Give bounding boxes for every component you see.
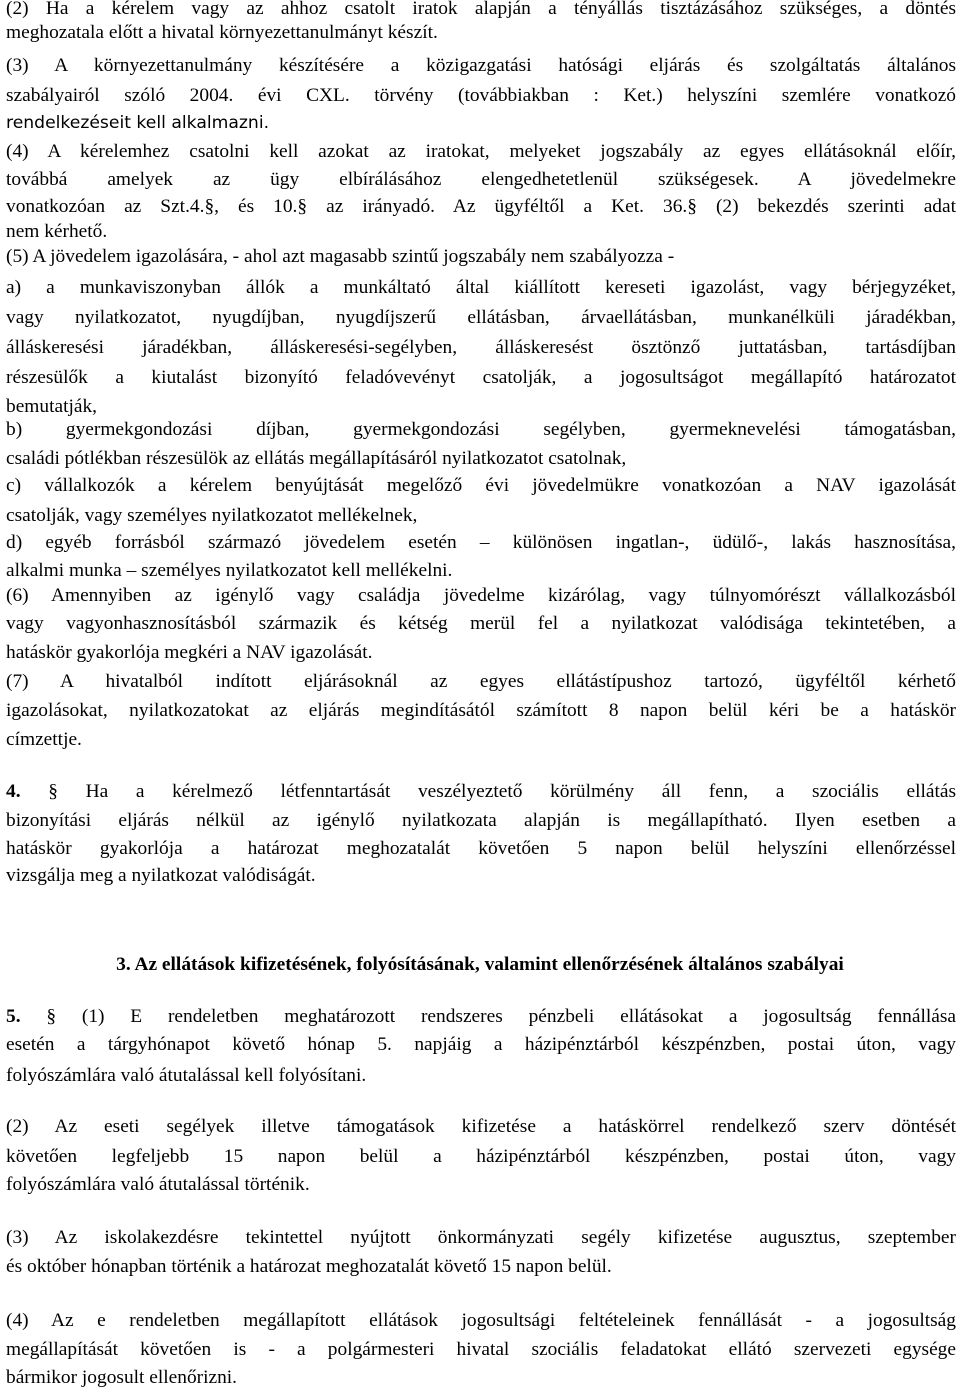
text-line: megállapítását követően is - a polgármesteri hivatal szociális feladatokat ellátó szervezeti egysége (6, 1339, 956, 1360)
text-line: (3) Az iskolakezdésre tekintettel nyújtott önkormányzati segély kifizetése augusztus, szeptember (6, 1227, 956, 1248)
text-line: vagy nyilatkozatot, nyugdíjban, nyugdíjszerű ellátásban, árvaellátásban, munkanélküli járadékban, (6, 307, 956, 328)
text-line: szabályairól szóló 2004. évi CXL. törvény (továbbiakban : Ket.) helyszíni szemlére vonatkozó (6, 85, 956, 106)
text-line: alkalmi munka – személyes nyilatkozatot kell mellékelni. (6, 560, 453, 581)
text-line: hatáskör gyakorlója a határozat meghozatalát követően 5 napon belül helyszíni ellenőrzéssel (6, 838, 956, 859)
text-line: részesülők a kiutalást bizonyító feladóvevényt csatolják, a jogosultságot megállapító határozatot (6, 367, 956, 388)
text-line: bizonyítási eljárás nélkül az igénylő nyilatkozata alapján is megállapítható. Ilyen esetben a (6, 810, 956, 831)
text-line: (2) Az eseti segélyek illetve támogatások kifizetése a hatáskörrel rendelkező szerv döntését (6, 1116, 956, 1137)
text-line: álláskeresési járadékban, álláskeresési-segélyben, álláskeresést ösztönző juttatásban, tartásdíjban (6, 337, 956, 358)
text-line: vagy vagyonhasznosításból származik és kétség merül fel a nyilatkozat valódisága tekintetében, a (6, 613, 956, 634)
text-line: rendelkezéseit kell alkalmazni. (6, 113, 270, 133)
text-line: folyószámlára való átutalással kell folyósítani. (6, 1065, 367, 1086)
section-number: 4. (6, 781, 21, 802)
section-number: 5. (6, 1006, 21, 1027)
text-line: családi pótlékban részesülök az ellátás megállapításáról nyilatkozatot csatolnak, (6, 448, 627, 469)
text-line: hatáskör gyakorlója megkéri a NAV igazolását. (6, 642, 373, 663)
text-line: folyószámlára való átutalással történik. (6, 1174, 310, 1195)
text-line: igazolásokat, nyilatkozatokat az eljárás megindításától számított 8 napon belül kéri be a hatáskör (6, 700, 956, 721)
text-line: bemutatják, (6, 396, 97, 417)
section-heading: 3. Az ellátások kifizetésének, folyósításának, valamint ellenőrzésének általános szabályai (116, 954, 844, 975)
text-line: meghozatala előtt a hivatal környezettanulmányt készít. (6, 22, 438, 43)
text-line: 5. § (1) E rendeletben meghatározott rendszeres pénzbeli ellátásokat a jogosultság fennállása (6, 1006, 956, 1027)
text-line: esetén a tárgyhónapot követő hónap 5. napjáig a házipénztárból készpénzben, postai úton, vagy (6, 1034, 956, 1055)
text-line: csatolják, vagy személyes nyilatkozatot mellékelnek, (6, 505, 418, 526)
text-line: és október hónapban történik a határozat meghozatalát követő 15 napon belül. (6, 1256, 612, 1277)
text-line: b) gyermekgondozási díjban, gyermekgondozási segélyben, gyermeknevelési támogatásban, (6, 419, 956, 440)
text-line: (2) Ha a kérelem vagy az ahhoz csatolt iratok alapján a tényállás tisztázásához szükséges, a döntés (6, 0, 956, 19)
text-line: továbbá amelyek az ügy elbírálásához elengedhetetlenül szükségesek. A jövedelmekre (6, 169, 956, 190)
text-line: követően legfeljebb 15 napon belül a házipénztárból készpénzben, postai úton, vagy (6, 1146, 956, 1167)
text-line: (4) Az e rendeletben megállapított ellátások jogosultsági feltételeinek fennállását - a jogosultság (6, 1310, 956, 1331)
text-line: (3) A környezettanulmány készítésére a közigazgatási hatósági eljárás és szolgáltatás általános (6, 55, 956, 76)
text-line: (7) A hivatalból indított eljárásoknál az egyes ellátástípushoz tartozó, ügyféltől kérhető (6, 671, 956, 692)
text-line: nem kérhető. (6, 221, 108, 242)
text-line: c) vállalkozók a kérelem benyújtását megelőző évi jövedelmükre vonatkozóan a NAV igazolását (6, 475, 956, 496)
text-line: vonatkozóan az Szt.4.§, és 10.§ az irányadó. Az ügyféltől a Ket. 36.§ (2) bekezdés szerinti adat (6, 196, 956, 217)
text-line: 4. § Ha a kérelmező létfenntartását veszélyeztető körülmény áll fenn, a szociális ellátás (6, 781, 956, 802)
text-line: címzettje. (6, 729, 82, 750)
text-line: (5) A jövedelem igazolására, - ahol azt magasabb szintű jogszabály nem szabályozza - (6, 246, 675, 267)
text-line: d) egyéb forrásból származó jövedelem esetén – különösen ingatlan-, üdülő-, lakás hasznosítása, (6, 532, 956, 553)
text-line: (4) A kérelemhez csatolni kell azokat az iratokat, melyeket jogszabály az egyes ellátásoknál előír, (6, 141, 956, 162)
text-line: a) a munkaviszonyban állók a munkáltató által kiállított kereseti igazolást, vagy bérjegyzéket, (6, 277, 956, 298)
text-line: vizsgálja meg a nyilatkozat valódiságát. (6, 865, 316, 886)
text-line: bármikor jogosult ellenőrizni. (6, 1367, 238, 1388)
text-line: (6) Amennyiben az igénylő vagy családja jövedelme kizárólag, vagy túlnyomórészt vállalkozásból (6, 585, 956, 606)
